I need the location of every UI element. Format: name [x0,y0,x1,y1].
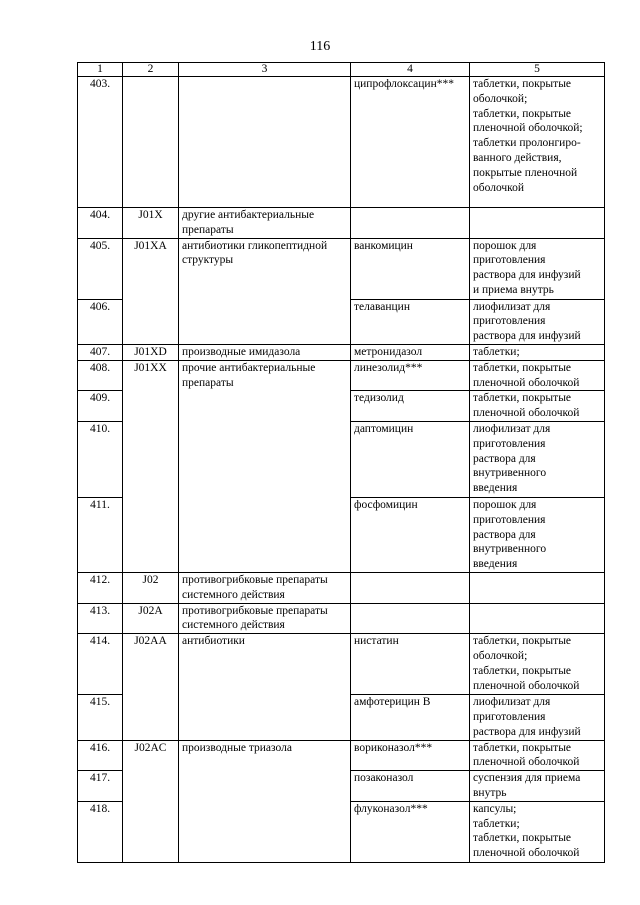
drug-name: позаконазол [351,771,470,802]
page-number: 116 [309,39,331,54]
table-row [78,208,605,239]
group-name [179,77,351,208]
atc-code: J02 [123,572,179,603]
group-name: антибиотики [179,634,351,740]
column-header-2: 2 [123,63,179,77]
dosage-form: капсулы; таблетки; таблетки, покрытые пленочной оболочкой [470,801,605,862]
table-row [78,634,605,695]
drug-name: флуконазол*** [351,801,470,862]
dosage-form: порошок для приготовления раствора для инфузий и приема внутрь [470,238,605,299]
atc-code: J01X [123,208,179,239]
table-row [78,603,605,634]
dosage-form: таблетки, покрытые оболочкой; таблетки, покрытые пленочной оболочкой; таблетки пролонгиро- ванного действия, покрытые пленочной оболочкой [470,77,605,208]
row-number: 405. [78,238,123,299]
group-name: антибиотики гликопептидной структуры [179,238,351,344]
atc-code: J01XX [123,360,179,572]
column-header-4: 4 [351,63,470,77]
atc-code: J01XD [123,344,179,360]
drug-name [351,572,470,603]
dosage-form: порошок для приготовления раствора для внутривенного введения [470,497,605,572]
row-number: 411. [78,497,123,572]
drug-name [351,208,470,239]
atc-code [123,77,179,208]
row-number: 410. [78,421,123,497]
row-number: 407. [78,344,123,360]
atc-code: J02AC [123,740,179,862]
dosage-form: суспензия для приема внутрь [470,771,605,802]
table-row [78,77,605,208]
drug-name: ванкомицин [351,238,470,299]
header-row [78,63,605,77]
dosage-form: лиофилизат для приготовления раствора для внутривенного введения [470,421,605,497]
column-header-5: 5 [470,63,605,77]
row-number: 417. [78,771,123,802]
column-header-1: 1 [78,63,123,77]
row-number: 413. [78,603,123,634]
row-number: 418. [78,801,123,862]
drug-name: телаванцин [351,299,470,344]
dosage-form [470,572,605,603]
drug-name: вориконазол*** [351,740,470,771]
group-name: другие антибактериальные препараты [179,208,351,239]
drug-name: линезолид*** [351,360,470,391]
row-number: 412. [78,572,123,603]
dosage-form [470,603,605,634]
dosage-form [470,208,605,239]
table-row [78,740,605,771]
column-header-3: 3 [179,63,351,77]
row-number: 414. [78,634,123,695]
group-name: производные имидазола [179,344,351,360]
dosage-form: лиофилизат для приготовления раствора для инфузий [470,695,605,740]
group-name: прочие антибактериальные препараты [179,360,351,572]
dosage-form: таблетки, покрытые пленочной оболочкой [470,391,605,422]
atc-code: J02A [123,603,179,634]
row-number: 408. [78,360,123,391]
row-number: 406. [78,299,123,344]
group-name: противогрибковые препараты системного действия [179,603,351,634]
row-number: 416. [78,740,123,771]
drug-name: ципрофлоксацин*** [351,77,470,208]
row-number: 404. [78,208,123,239]
drug-name: даптомицин [351,421,470,497]
drug-name: нистатин [351,634,470,695]
dosage-form: таблетки, покрытые оболочкой; таблетки, покрытые пленочной оболочкой [470,634,605,695]
medication-table [77,62,605,863]
drug-name: фосфомицин [351,497,470,572]
row-number: 409. [78,391,123,422]
dosage-form: таблетки, покрытые пленочной оболочкой [470,740,605,771]
drug-name: тедизолид [351,391,470,422]
drug-name [351,603,470,634]
atc-code: J01XA [123,238,179,344]
row-number: 415. [78,695,123,740]
dosage-form: таблетки, покрытые пленочной оболочкой [470,360,605,391]
row-number: 403. [78,77,123,208]
drug-name: амфотерицин В [351,695,470,740]
group-name: противогрибковые препараты системного действия [179,572,351,603]
table-row [78,344,605,360]
table-row [78,360,605,391]
table-row [78,238,605,299]
dosage-form: таблетки; [470,344,605,360]
dosage-form: лиофилизат для приготовления раствора для инфузий [470,299,605,344]
table-row [78,572,605,603]
group-name: производные триазола [179,740,351,862]
atc-code: J02AA [123,634,179,740]
drug-name: метронидазол [351,344,470,360]
